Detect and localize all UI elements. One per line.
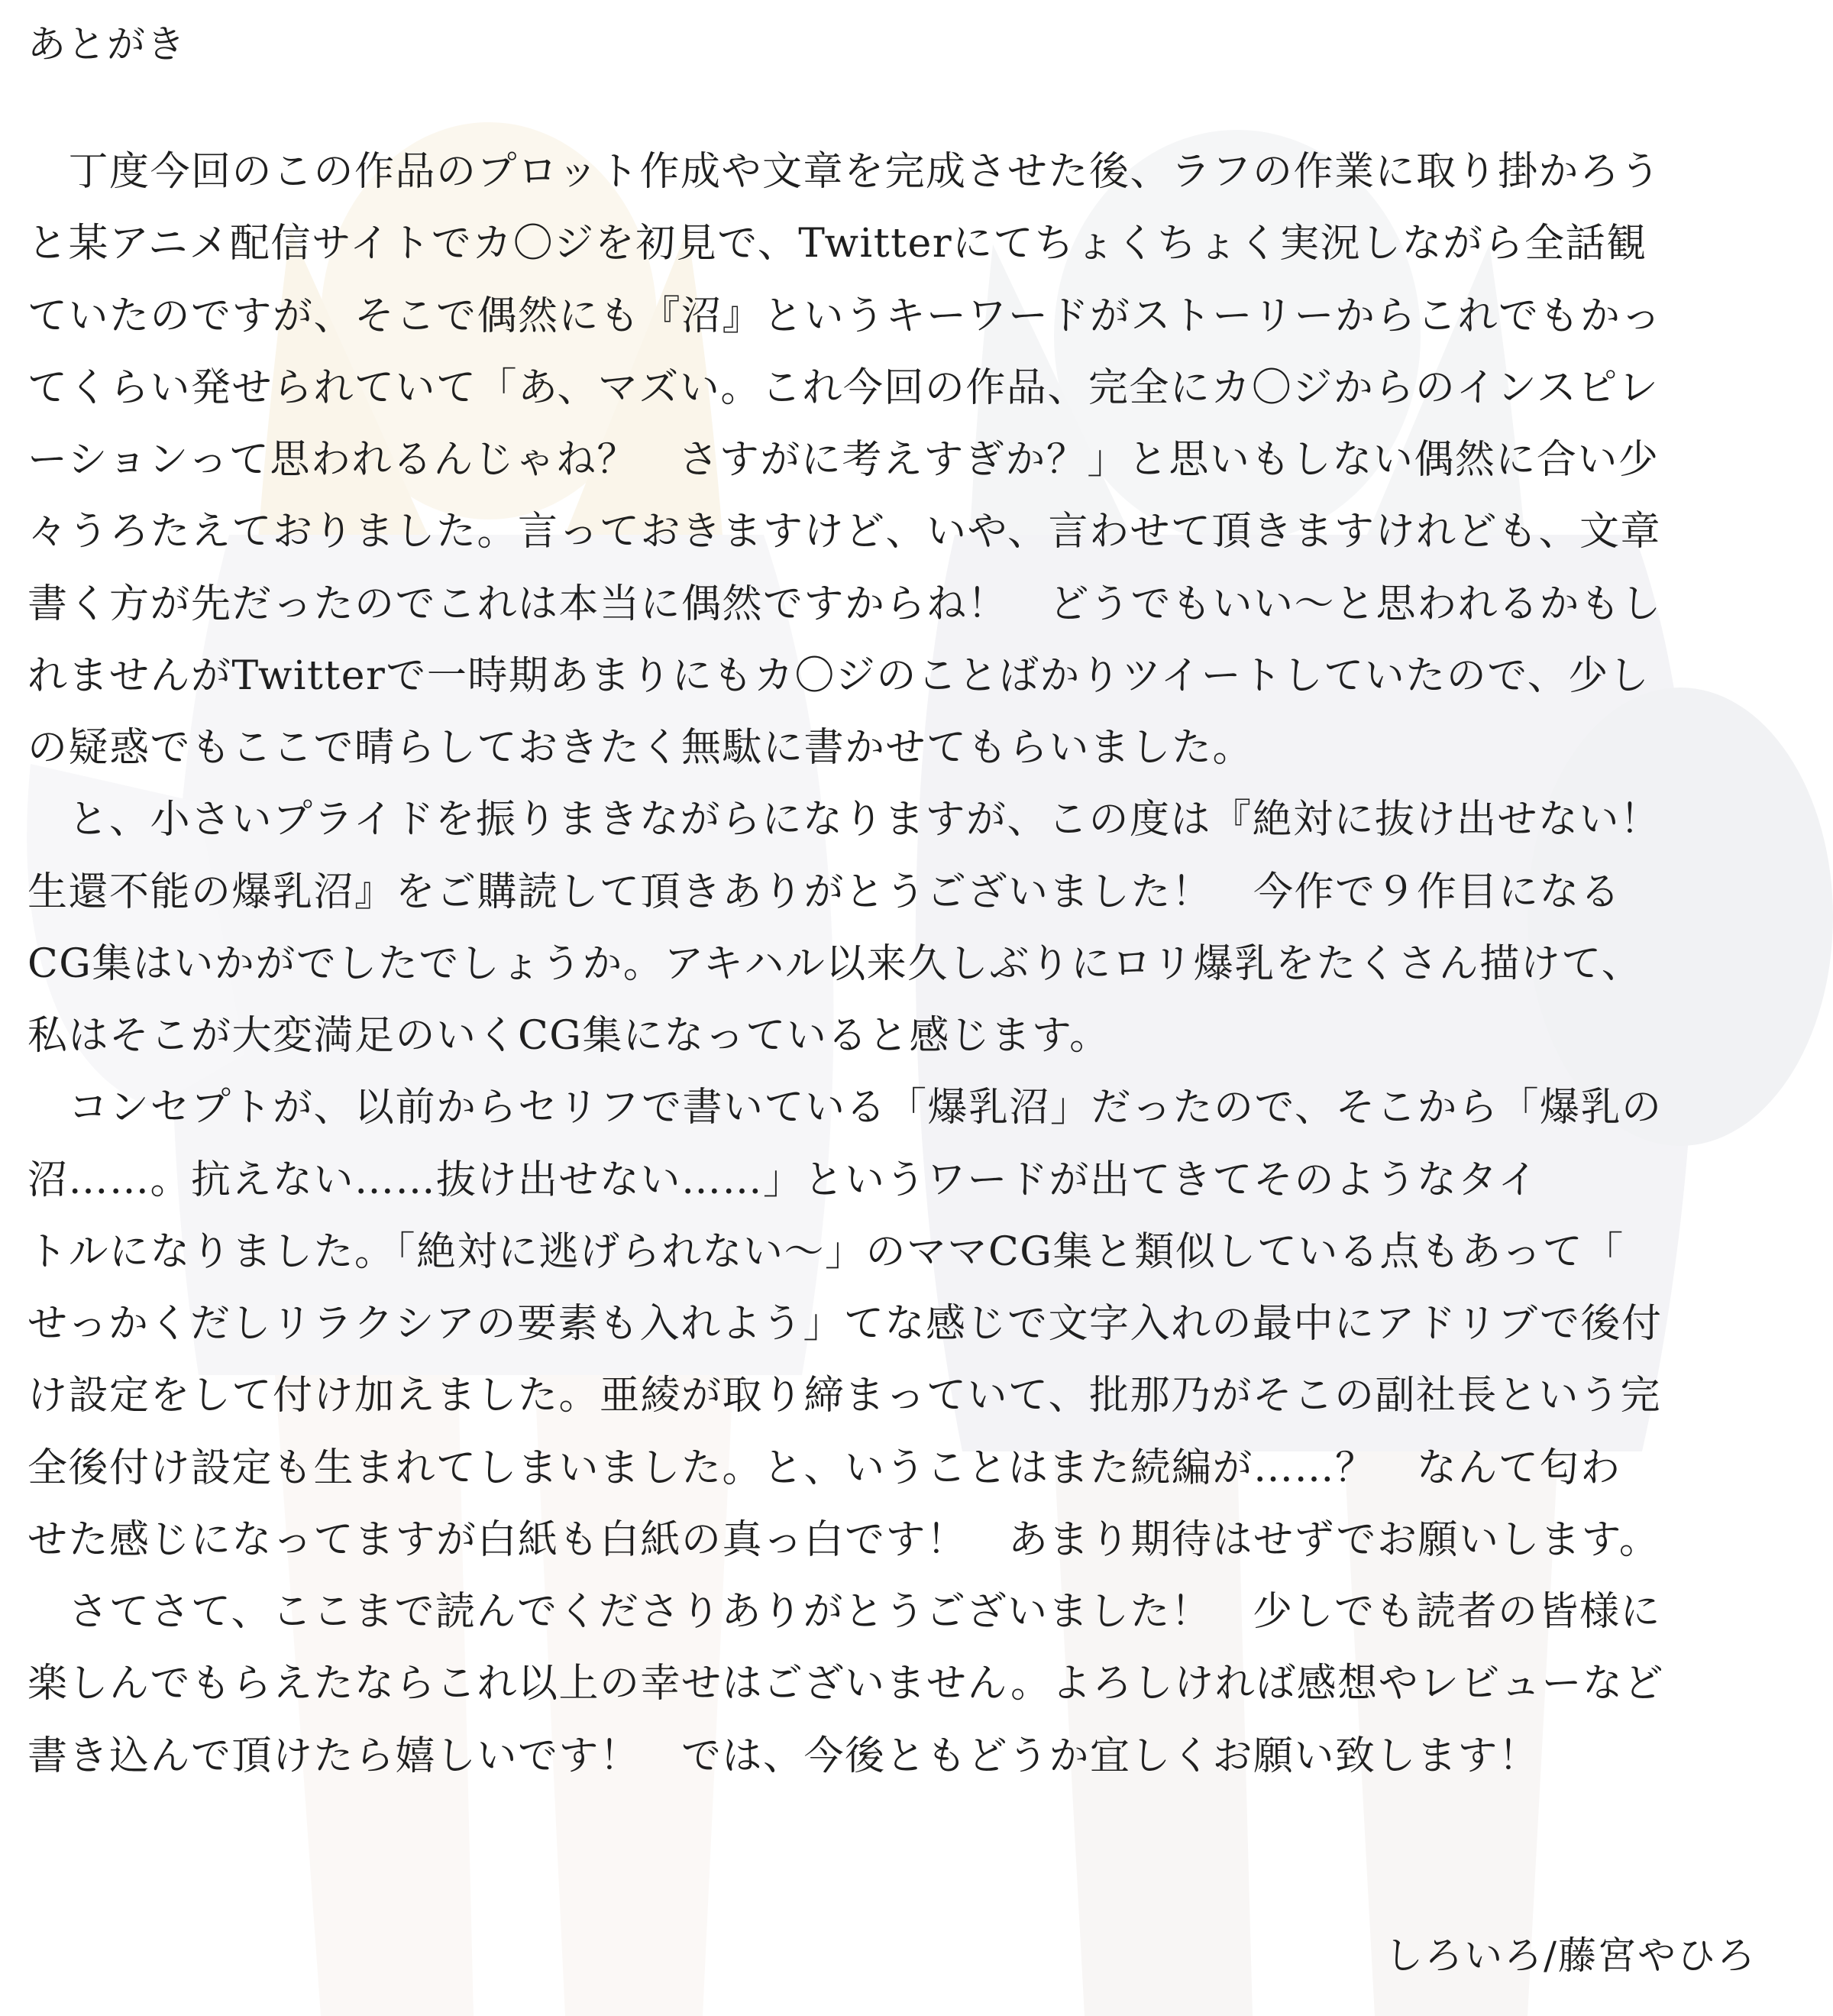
text-line: CG集はいかがでしたでしょうか。アキハル以来久しぶりにロリ爆乳をたくさん描けて、 xyxy=(27,940,1643,987)
text-line: ていたのですが、そこで偶然にも『沼』というキーワードがストーリーからこれでもかっ xyxy=(27,293,1663,339)
text-line: 楽しんでもらえたならこれ以上の幸せはございません。よろしければ感想やレビューなど xyxy=(27,1661,1665,1707)
text-line: の疑惑でもここで晴らしておきたく無駄に書かせてもらいました。 xyxy=(27,725,1254,771)
text-line: け設定をして付け加えました。亜綾が取り締まっていて、批那乃がそこの副社長という完 xyxy=(27,1373,1661,1419)
author-signature: しろいろ/藤宮やひろ xyxy=(1385,1933,1757,1978)
afterword-body xyxy=(27,136,1807,1792)
text-line: トルになりました。「絶対に逃げられない～」のママCG集と類似している点もあって「 xyxy=(27,1228,1624,1275)
text-line: 書き込んで頂けたら嬉しいです！ では、今後ともどうか宜しくお願い致します！ xyxy=(27,1733,1540,1779)
text-line: 丁度今回のこの作品のプロット作成や文章を完成させた後、ラフの作業に取り掛かろう xyxy=(27,149,1661,195)
text-line: と、小さいプライドを振りまきながらになりますが、この度は『絶対に抜け出せない！ xyxy=(27,797,1661,843)
text-line: れませんがTwitterで一時期あまりにもカ〇ジのことばかりツイートしていたので、少し xyxy=(27,652,1650,699)
text-line: 々うろたえておりました。言っておきますけど、いや、言わせて頂きますけれども、文章 xyxy=(27,509,1661,555)
text-line: 全後付け設定も生まれてしまいました。と、いうことはまた続編が……？ なんて匂わ xyxy=(27,1445,1621,1491)
text-line: せた感じになってますが白紙も白紙の真っ白です！ あまり期待はせずでお願いします。 xyxy=(27,1516,1660,1563)
text-line: 書く方が先だったのでこれは本当に偶然ですからね！ どうでもいい～と思われるかもし xyxy=(27,581,1663,627)
text-line: コンセプトが、以前からセリフで書いている「爆乳沼」だったので、そこから「爆乳の xyxy=(27,1085,1663,1131)
text-line: と某アニメ配信サイトでカ〇ジを初見で、Twitterにてちょくちょく実況しながら全話観 xyxy=(27,221,1647,267)
text-line: せっかくだしリラクシアの要素も入れよう」てな感じで文字入れの最中にアドリブで後付 xyxy=(27,1301,1663,1347)
text-line: 私はそこが大変満足のいくCG集になっていると感じます。 xyxy=(27,1013,1110,1059)
text-line: さてさて、ここまで読んでくださりありがとうございました！ 少しでも読者の皆様に xyxy=(27,1589,1661,1635)
text-line: ーションって思われるんじゃね？ さすがに考えすぎか？」と思いもしない偶然に合い少 xyxy=(27,437,1660,483)
page-title: あとがき xyxy=(27,22,186,66)
text-line: 沼……。抗えない……抜け出せない……」というワードが出てきてそのようなタイ xyxy=(27,1157,1539,1203)
text-line: 生還不能の爆乳沼』をご購読して頂きありがとうございました！ 今作で９作目になる xyxy=(27,869,1621,915)
text-line: てくらい発せられていて「あ、マズい。これ今回の作品、完全にカ〇ジからのインスピレ xyxy=(27,364,1660,411)
